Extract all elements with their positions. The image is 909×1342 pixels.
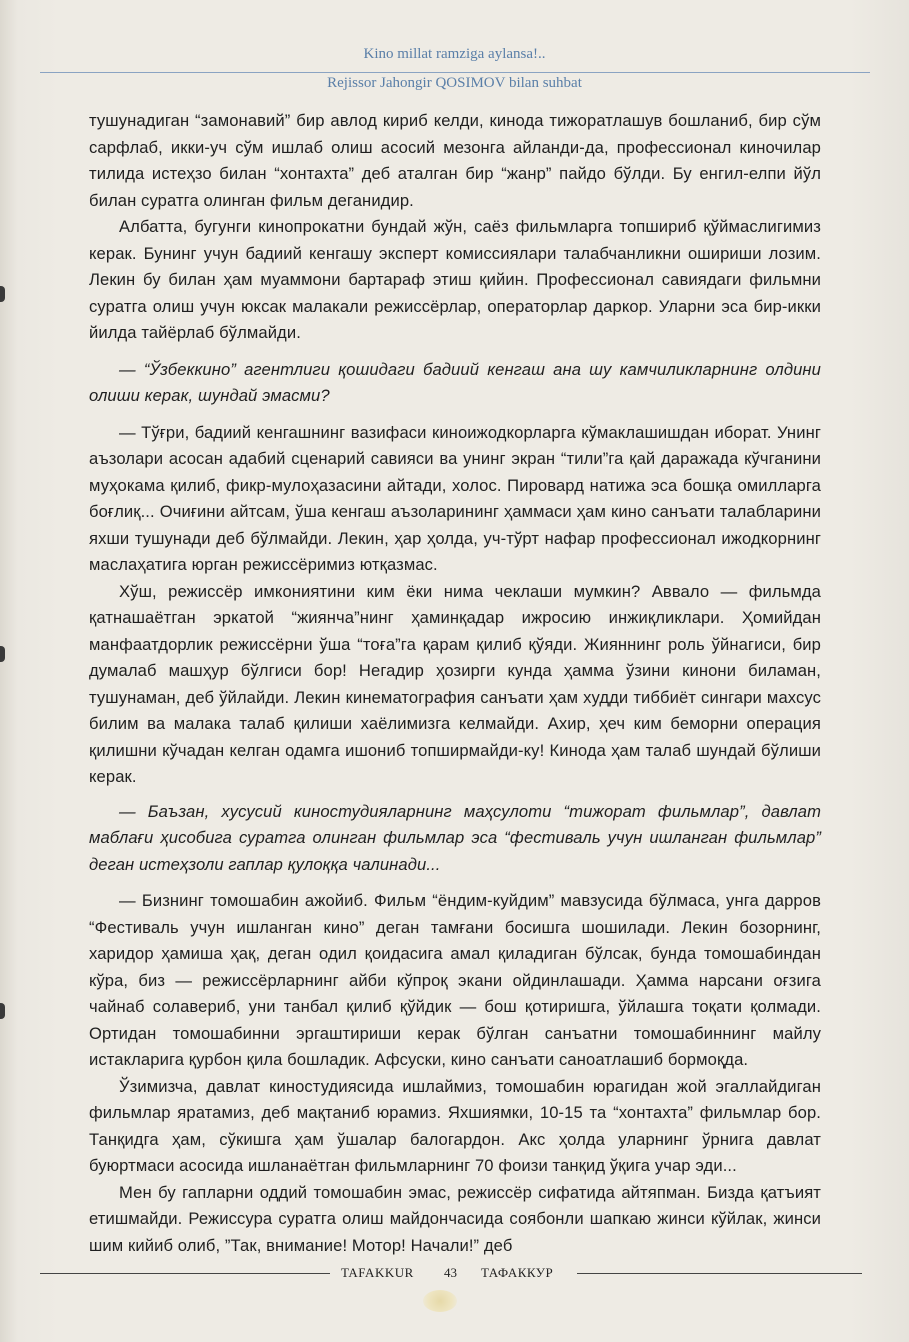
header-rule [40,72,870,73]
paragraph: Хўш, режиссёр имкониятини ким ёки нима чеклаши мумкин? Аввало — фильмда қатнашаётган эркатой “жиянча”нинг ҳаминқадар ижросию инжиқликлари. Ҳомийдан манфаатдорлик режиссёрни ўша “тоға”га қарам қилиб қўяди. Жияннинг роль ўйнагиси, бир думалаб машҳур бўлгиси бор! Негадир ҳозирги кунда ҳамма ўзини кинони биламан, тушунаман, деб ўйлайди. Лекин кинематография санъати ҳам худди тиббиёт сингари махсус билим ва малака талаб қилиши хаёлимизга келмайди. Ахир, ҳеч ким беморни операция қилишни кўчадан келган одамга ишониб топширмайди-ку! Кинода ҳам талаб шундай бўлиши керак. [89,581,821,786]
page-number: 43 [444,1265,457,1280]
article-body [89,108,821,1259]
paragraph: Мен бу гапларни оддий томошабин эмас, режиссёр сифатида айтяпман. Бизда қатъият етишмайди. Режиссура суратга олиш майдончасида соябонли шапкаю жинси кўйлак, жинси шим кийиб олиб, ”Так, внимание! Мотор! Начали!” деб [89,1182,821,1255]
footer-rule [40,1273,330,1274]
footer-rule [577,1273,862,1274]
paragraph: — Тўғри, бадиий кенгашнинг вазифаси киноижодкорларга кўмаклашишдан иборат. Унинг аъзолари асосан адабий сценарий савияси ва унинг экран “тили”га қай даражада кўчганини муҳокама қилиб, фикр-мулоҳазасини айтади, холос. Пировард натижа эса бошқа омилларга боғлиқ... Очиғини айтсам, ўша кенгаш аъзоларининг ҳаммаси ҳам кино санъати талабларини яхши тушунади деб бўлмайди. Лекин, ҳар ҳолда, уч-тўрт нафар профессионал ижодкорнинг маслаҳатига юрган режиссёримиз ютқазмас. [89,422,821,574]
ink-stain [423,1290,457,1312]
footer-label-latin: TAFAKKUR [341,1265,414,1280]
footer-label-cyrillic: ТАФАККУР [481,1265,554,1280]
header-subtitle: Rejissor Jahongir QOSIMOV bilan suhbat [327,75,582,91]
paragraph: Ўзимизча, давлат киностудиясида ишлаймиз, томошабин юрагидан жой эгаллайдиган фильмлар яратамиз, деб мақтаниб юрамиз. Яхшиямки, 10-15 та “хонтахта” фильмлар бор. Танқидга ҳам, сўкишга ҳам ўшалар балогардон. Акс ҳолда уларнинг ўрнига давлат буюртмаси асосида ишланаётган фильмларнинг 70 фоизи танқид ўқига учар эди... [89,1076,821,1175]
paragraph: — Бизнинг томошабин ажойиб. Фильм “ёндим-куйдим” мавзусида бўлмаса, унга дарров “Фестиваль учун ишланган кино” деган тамғани босишга шошилади. Лекин бозорнинг, харидор ҳамиша ҳақ, деган одил қоидасига амал қиладиган бўлсак, бунда томошабиндан кўра, биз — режиссёрларнинг айби кўпроқ экани ойдинлашади. Ҳамма нарсани оғзига чайнаб солавериб, уни танбал қилиб қўйдик — бош қотиришга, ўйлашга тоқати қолмади. Ортидан томошабинни эргаштириши керак бўлган санъатни томошабиннинг майлу истакларига қурбон қила бошладик. Афсуски, кино санъати саноатлашиб бормоқда. [89,891,821,1069]
header-title: Kino millat ramziga aylansa!.. [363,46,546,62]
paragraph: Албатта, бугунги кинопрокатни бундай жўн, саёз фильмларга топшириб қўймаслигимиз керак. Бунинг учун бадиий кенгашу эксперт комиссиялари талабчанликни ошириши лозим. Лекин бу билан ҳам муаммони бартараф этиш қийин. Профессионал савиядаги фильмни суратга олиш учун юксак малакали режиссёрлар, операторлар даркор. Уларни эса бир-икки йилда тайёрлаб бўлмайди. [89,217,821,342]
running-footer [0,1263,909,1283]
binding-hole [0,286,5,302]
binding-hole [0,646,5,662]
binding-hole [0,1003,5,1019]
interview-question: — “Ўзбеккино” агентлиги қошидаги бадиий кенгаш ана шу камчиликларнинг олдини олиши керак, шундай эмасми? [89,359,821,405]
paragraph: тушунадиган “замонавий” бир авлод кириб келди, кинода тижоратлашув бошланиб, бир сўм сарфлаб, икки-уч сўм ишлаб олиш асосий мезонга айланди-да, профессионал киночилар тилида истеҳзо билан “хонтахта” деб аталган бир “жанр” пайдо бўлди. Бу енгил-елпи йўл билан суратга олинган фильм деганидир. [89,111,821,210]
interview-question: — Баъзан, хусусий киностудияларнинг маҳсулоти “тижорат фильмлар”, давлат маблағи ҳисобига суратга олинган фильмлар эса “фестиваль учун ишланган фильмлар” деган истеҳзоли гаплар қулоққа чалинади... [89,801,821,874]
